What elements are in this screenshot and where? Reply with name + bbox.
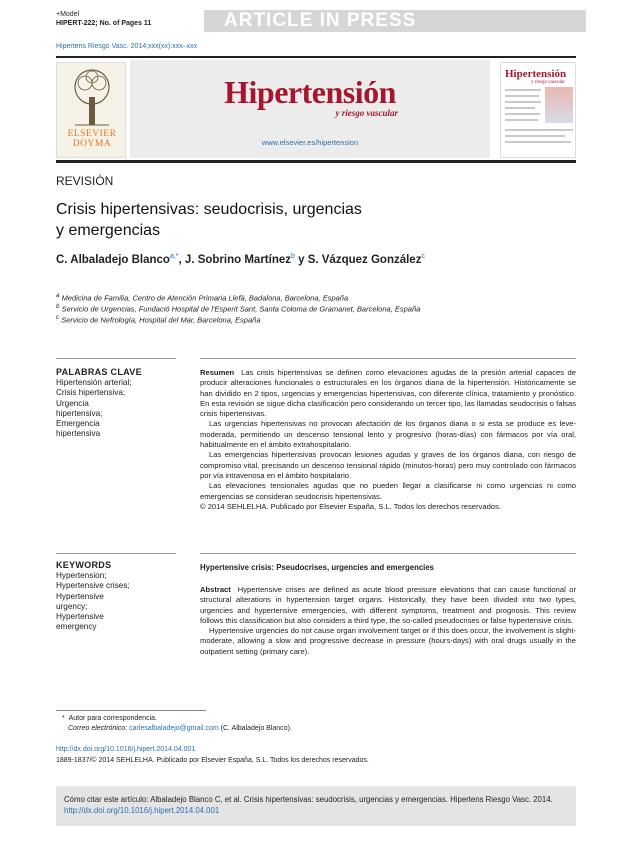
abstract-copyright: © 2014 SEHLELHA. Publicado por Elsevier España, S.L. Todos los derechos reservados. bbox=[200, 501, 501, 511]
citation-doi-link[interactable]: http://dx.doi.org/10.1016/j.hipert.2014.04.001 bbox=[64, 806, 220, 815]
cover-title: Hipertensión bbox=[505, 68, 567, 80]
email-owner: (C. Albaladejo Blanco). bbox=[220, 725, 292, 732]
abstract-paragraph: Las urgencias hipertensivas no provocan afectación de los órganos diana o si esta se produce es leve-moderada, permitiendo un descenso tensional lento y progresivo (horas-días) con fármacos por vía oral, habitualmente en el ámbito extrahospitalario. bbox=[200, 419, 576, 450]
author-affiliation-mark[interactable]: b bbox=[291, 253, 295, 260]
keyword: emergency bbox=[56, 622, 97, 632]
affiliation bbox=[56, 314, 261, 325]
keyword: Hipertensión arterial; bbox=[56, 378, 132, 387]
keyword: Emergencia bbox=[56, 419, 100, 429]
keyword: Urgencia bbox=[56, 398, 89, 408]
author-affiliation-mark[interactable]: c bbox=[421, 253, 425, 260]
affiliation bbox=[56, 292, 348, 303]
masthead-rule bbox=[56, 160, 576, 163]
affiliation-text: Servicio de Urgencias, Fundació Hospital de l'Esperit Sant, Santa Coloma de Gramanet, Barcelona, España bbox=[61, 304, 421, 314]
abstract-es bbox=[200, 368, 576, 512]
journal-reference[interactable]: Hipertens Riesgo Vasc. 2014;xxx(xx):xxx–xxx bbox=[56, 43, 198, 50]
keyword: Hypertensive bbox=[56, 612, 104, 622]
cover-line bbox=[505, 95, 539, 97]
email-label: Correo electrónico: bbox=[68, 725, 128, 732]
keywords-es bbox=[56, 367, 176, 440]
author-separator: y bbox=[294, 253, 308, 266]
top-rule bbox=[56, 56, 576, 58]
keyword: Hypertensive crises; bbox=[56, 581, 130, 591]
keywords-rule bbox=[56, 553, 176, 554]
asterisk-mark: * bbox=[62, 715, 65, 722]
keywords-en bbox=[56, 560, 176, 633]
affiliation bbox=[56, 303, 420, 314]
title-line2: y emergencias bbox=[56, 222, 161, 239]
cover-line bbox=[505, 107, 535, 109]
section-label: REVISIÓN bbox=[56, 174, 114, 188]
abstract-paragraph: Las crisis hipertensivas se definen como elevaciones agudas de la presión arterial capaces de producir alteraciones funcionales o estructurales en los órganos diana de la hipertensión. Históricamente se han dividido en 2 tipos, urgencias y emergencias hipertensivas, con diferente clínica, tratamiento y pronóstico. En esta revisión se sigue dicha clasificación pero considerando un tercer tipo, las llamadas seudocrisis o falsas crisis hipertensivas. bbox=[200, 368, 576, 419]
abstract-label: Resumen bbox=[200, 368, 235, 377]
cover-line bbox=[505, 89, 541, 91]
affiliation-mark: a bbox=[56, 292, 60, 299]
cover-line bbox=[505, 135, 565, 137]
keyword: hipertensiva; bbox=[56, 408, 103, 418]
cover-line bbox=[505, 119, 538, 121]
journal-url[interactable]: www.elsevier.es/hipertension bbox=[261, 138, 359, 147]
footer-copyright: 1889-1837/© 2014 SEHLELHA. Publicado por Elsevier España, S.L. Todos los derechos reservados. bbox=[56, 757, 369, 764]
publisher-name bbox=[59, 129, 125, 149]
author-name: S. Vázquez González bbox=[307, 253, 422, 266]
keyword: Hypertensive bbox=[56, 591, 104, 601]
cover-line bbox=[505, 141, 571, 143]
keyword: Hypertension; bbox=[56, 571, 107, 580]
publisher-line1: ELSEVIER bbox=[67, 129, 117, 139]
author-list bbox=[56, 253, 425, 266]
running-header-left bbox=[56, 10, 151, 28]
keywords-heading: KEYWORDS bbox=[56, 560, 112, 570]
keyword: hipertensiva bbox=[56, 429, 101, 439]
keyword: urgency; bbox=[56, 601, 88, 611]
citation-box bbox=[56, 786, 576, 826]
article-title bbox=[56, 199, 516, 241]
journal-cover-thumbnail bbox=[500, 62, 576, 158]
keywords-heading: PALABRAS CLAVE bbox=[56, 367, 142, 377]
cover-subtitle: y riesgo vascular bbox=[531, 80, 565, 85]
abstract-paragraph: Hypertensive urgencies do not cause organ involvement target or if this does occur, the involvement is slight-moderate, allowing a slow and progressive decrease in pressure (hours-days) with oral drugs usually in the outpatient setting (primary care). bbox=[200, 626, 576, 656]
english-title: Hypertensive crisis: Pseudocrises, urgencies and emergencies bbox=[200, 563, 435, 572]
footnote-rule bbox=[56, 710, 206, 711]
author-name: J. Sobrino Martínez bbox=[184, 253, 291, 266]
publisher-line2: DOYMA bbox=[72, 139, 112, 149]
affiliation-text: Medicina de Familia, Centro de Atención Primaria Llefà, Badalona, Barcelona, España bbox=[61, 293, 349, 303]
keyword: Crisis hipertensiva; bbox=[56, 388, 126, 398]
citation-text: Cómo citar este artículo: Albaladejo Blanco C, et al. Crisis hipertensivas: seudocrisis, urgencias y emergencias. Hipertens Riesgo Vasc. 2014. bbox=[64, 795, 553, 804]
author-affiliation-mark[interactable]: a,* bbox=[169, 253, 179, 260]
journal-masthead bbox=[130, 60, 490, 158]
author-separator: , bbox=[178, 253, 185, 266]
abstract-rule bbox=[200, 358, 576, 359]
cover-image bbox=[545, 87, 573, 123]
keywords-rule bbox=[56, 358, 176, 359]
abstract-paragraph: Las elevaciones tensionales agudas que no pueden llegar a clasificarse ni como urgencias ni como emergencias se consideran seudocrisis hipertensivas. bbox=[200, 481, 576, 501]
affiliation-text: Servicio de Nefrología, Hospital del Mar, Barcelona, España bbox=[61, 315, 261, 325]
cover-line bbox=[505, 129, 573, 131]
cover-line bbox=[505, 101, 541, 103]
abstract-paragraph: Las emergencias hipertensivas provocan lesiones agudas y graves de los órganos diana, con riesgo de compromiso vital, precisando un descenso tensional rápido (minutos-horas) pero muy controlado con fármacos por vía intravenosa en el ámbito hospitalario. bbox=[200, 450, 576, 480]
elsevier-logo bbox=[56, 62, 126, 158]
article-code: HIPERT-222; No. of Pages 11 bbox=[56, 20, 152, 27]
abstract-rule bbox=[200, 553, 576, 554]
journal-title: Hipertensión bbox=[224, 74, 396, 110]
footnote-email bbox=[68, 724, 292, 734]
cover-line bbox=[505, 113, 540, 115]
article-in-press-banner: ARTICLE IN PRESS bbox=[204, 10, 586, 32]
abstract-label: Abstract bbox=[200, 585, 231, 594]
author-name: C. Albaladejo Blanco bbox=[56, 253, 170, 266]
title-line1: Crisis hipertensivas: seudocrisis, urgencias bbox=[56, 201, 362, 218]
email-link[interactable]: carlesalbaladejo@gmail.com bbox=[129, 725, 219, 732]
model-label: +Model bbox=[56, 11, 80, 18]
affiliation-mark: b bbox=[56, 303, 60, 310]
affiliation-mark: c bbox=[56, 314, 60, 321]
doi-link[interactable]: http://dx.doi.org/10.1016/j.hipert.2014.04.001 bbox=[56, 746, 196, 753]
elsevier-tree-icon bbox=[67, 67, 117, 127]
corresponding-text: Autor para correspondencia. bbox=[68, 715, 157, 722]
journal-subtitle: y riesgo vascular bbox=[335, 108, 398, 118]
footnote-corresponding bbox=[62, 714, 157, 724]
abstract-paragraph: Hypertensive crises are defined as acute blood pressure elevations that can cause functional or structural alterations in hypertension target organs. Historically, they have been divided into two types, urgencies and hypertensive emergencies, with different symptoms, treatment and prognosis. This review follows this classification but also considers a third type, the so-called pseudocrises or false hypertensive crisis. bbox=[200, 585, 576, 625]
abstract-en bbox=[200, 585, 576, 657]
